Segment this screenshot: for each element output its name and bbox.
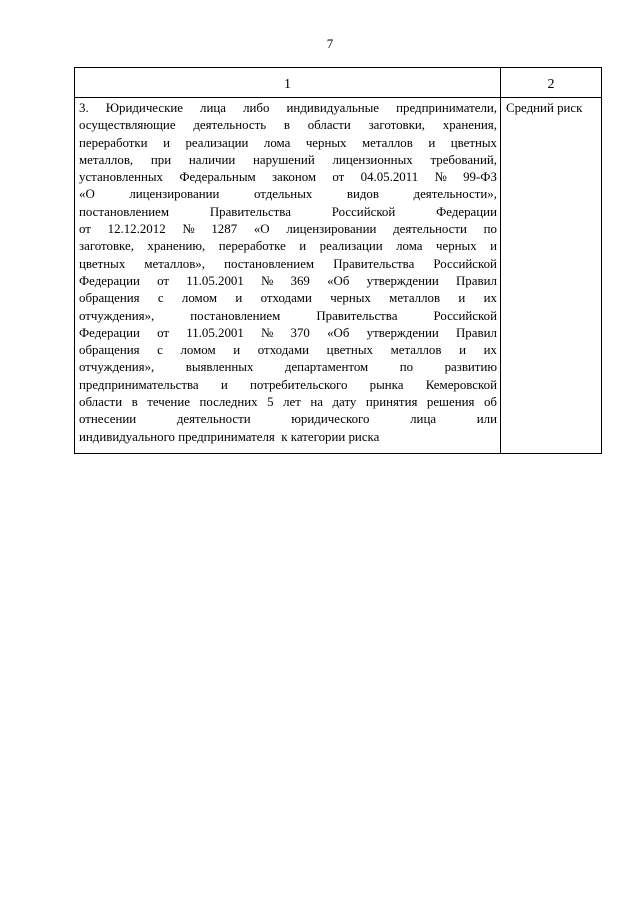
description-word: постановлением <box>79 204 169 219</box>
description-word: предприниматели, <box>396 101 497 115</box>
description-line <box>79 100 497 117</box>
description-word: утверждении <box>366 325 439 340</box>
description-word: лицензировании <box>129 187 220 202</box>
risk-cell <box>501 98 602 454</box>
description-word: деятельность <box>193 118 267 133</box>
description-word: постановлением <box>224 256 315 271</box>
description-word: 1287 <box>211 222 238 237</box>
description-word: либо <box>243 101 270 115</box>
description-word: Федеральным <box>179 170 256 185</box>
description-word: черных <box>435 239 477 254</box>
description-word: Кемеровской <box>425 377 497 392</box>
description-word: черных <box>305 135 347 150</box>
description-word: деятельности», <box>413 187 497 202</box>
description-word: нарушений <box>253 152 315 167</box>
description-word: законом <box>271 170 317 185</box>
description-word: области <box>307 118 351 133</box>
description-line <box>79 169 497 186</box>
description-word: лица <box>200 101 226 115</box>
description-line <box>79 238 497 255</box>
description-word: и <box>428 135 436 150</box>
description-word: в <box>283 118 290 133</box>
description-word: и <box>233 343 241 358</box>
description-word: «О <box>253 222 270 237</box>
description-word: потребительского <box>249 377 348 392</box>
description-word: Федерации <box>436 204 497 219</box>
description-line <box>79 204 497 221</box>
description-word: и <box>299 239 307 254</box>
description-word: Российской <box>433 256 497 271</box>
description-word: лицензионных <box>332 152 413 167</box>
description-word: решения <box>426 395 475 410</box>
description-word: с <box>157 343 163 358</box>
description-word: дату <box>332 395 357 410</box>
description-line <box>79 429 497 446</box>
description-word: требований, <box>430 152 497 167</box>
risk-category-value: Средний риск <box>506 101 583 115</box>
description-word: течение <box>147 395 190 410</box>
description-line <box>79 411 497 428</box>
description-line <box>79 394 497 411</box>
description-line <box>79 325 497 342</box>
description-word: 04.05.2011 <box>360 170 419 185</box>
description-word: и <box>235 291 243 306</box>
description-line <box>79 342 497 359</box>
header-col2-label: 2 <box>547 76 555 92</box>
description-word: лома <box>396 239 423 254</box>
description-word: юридического <box>291 412 370 427</box>
description-word: от <box>157 273 170 288</box>
risk-category-table <box>74 67 602 454</box>
description-line <box>79 117 497 134</box>
description-word: в <box>131 395 138 410</box>
description-line <box>79 221 497 238</box>
description-word: 12.12.2012 <box>107 222 166 237</box>
description-text <box>75 98 500 446</box>
description-word: отходами <box>260 291 312 306</box>
description-word: и <box>490 239 497 254</box>
description-word: при <box>150 152 172 167</box>
description-word: № <box>261 273 274 288</box>
description-word: предпринимательства <box>79 377 199 392</box>
description-word: или <box>476 412 497 427</box>
description-last-line: индивидуального предпринимателя к категории риска <box>79 429 380 444</box>
description-word: выявленных <box>185 360 254 375</box>
description-word: цветных <box>450 135 497 150</box>
description-word: по <box>399 360 414 375</box>
description-cell <box>75 98 501 454</box>
description-word: установленных <box>79 170 163 185</box>
description-word: лома <box>263 135 291 150</box>
description-word: металлов <box>389 291 441 306</box>
description-line <box>79 135 497 152</box>
description-line <box>79 152 497 169</box>
header-cell-col2 <box>501 68 602 98</box>
description-line <box>79 308 497 325</box>
description-word: № <box>434 170 447 185</box>
description-word: видов <box>346 187 379 202</box>
description-word: Правительства <box>333 256 415 271</box>
description-word: № <box>261 325 274 340</box>
description-word: ломом <box>180 343 216 358</box>
description-word: 5 <box>267 395 274 410</box>
description-word: их <box>483 343 497 358</box>
description-word: постановлением <box>190 308 281 323</box>
description-word: их <box>483 291 497 306</box>
description-word: отнесении <box>79 412 137 427</box>
description-word: от <box>157 325 170 340</box>
description-line <box>79 359 497 376</box>
description-word: отчуждения», <box>79 308 155 323</box>
description-word: об <box>483 395 497 410</box>
page-number: 7 <box>326 36 334 51</box>
description-word: и <box>458 291 466 306</box>
description-word: цветных <box>79 256 126 271</box>
description-word: отдельных <box>253 187 313 202</box>
description-word: 370 <box>290 325 310 340</box>
description-word: металлов», <box>144 256 205 271</box>
description-word: осуществляющие <box>79 118 176 133</box>
description-word: переработки <box>79 135 148 150</box>
description-word: департаментом <box>284 360 369 375</box>
description-word: хранению, <box>147 239 206 254</box>
description-word: индивидуальные <box>286 101 380 115</box>
description-word: металлов, <box>79 152 134 167</box>
description-word: металлов <box>361 135 413 150</box>
description-word: № <box>182 222 195 237</box>
table-header-row <box>75 68 602 98</box>
description-word: Российской <box>331 204 396 219</box>
description-word: цветных <box>326 343 373 358</box>
description-word: обращения <box>79 291 140 306</box>
description-word: черных <box>330 291 371 306</box>
description-word: лица <box>410 412 437 427</box>
description-word: и <box>163 135 170 150</box>
description-word: 11.05.2001 <box>186 325 244 340</box>
description-word: области <box>79 395 123 410</box>
description-word: от <box>79 222 91 237</box>
description-word: отходами <box>257 343 310 358</box>
description-line <box>79 377 497 394</box>
header-cell-col1 <box>75 68 501 98</box>
description-word: Юридические <box>105 101 183 115</box>
description-word: переработке <box>218 239 286 254</box>
description-word: 3. <box>79 101 89 115</box>
description-word: отчуждения», <box>79 360 155 375</box>
description-word: лицензировании <box>286 222 377 237</box>
description-word: ломом <box>181 291 218 306</box>
description-word: по <box>483 222 497 237</box>
description-word: заготовки, <box>368 118 426 133</box>
description-word: «О <box>79 187 95 202</box>
description-word: утверждении <box>366 273 439 288</box>
description-word: реализации <box>319 239 383 254</box>
description-line <box>79 290 497 307</box>
header-col1-label: 1 <box>284 76 291 92</box>
table-row <box>75 98 602 454</box>
description-word: с <box>157 291 164 306</box>
description-word: Правил <box>456 273 497 288</box>
description-word: Правительства <box>316 308 398 323</box>
description-word: деятельности <box>393 222 467 237</box>
description-word: заготовке, <box>79 239 134 254</box>
description-word: Правительства <box>209 204 291 219</box>
description-line <box>79 256 497 273</box>
description-line <box>79 273 497 290</box>
description-word: 99-ФЗ <box>463 170 497 185</box>
description-line <box>79 186 497 203</box>
description-word: 11.05.2001 <box>186 273 244 288</box>
description-word: развитию <box>444 360 497 375</box>
description-word: «Об <box>327 273 350 288</box>
description-word: «Об <box>327 325 350 340</box>
description-word: Российской <box>433 308 497 323</box>
description-word: деятельности <box>176 412 251 427</box>
description-word: на <box>310 395 323 410</box>
description-word: Правил <box>456 325 497 340</box>
description-word: хранения, <box>442 118 497 133</box>
description-word: последних <box>199 395 258 410</box>
description-word: наличии <box>188 152 236 167</box>
description-word: металлов <box>390 343 442 358</box>
description-word: обращения <box>79 343 140 358</box>
description-word: и <box>220 377 228 392</box>
description-word: 369 <box>290 273 310 288</box>
description-word: от <box>332 170 345 185</box>
description-word: Федерации <box>79 273 140 288</box>
description-word: Федерации <box>79 325 140 340</box>
description-word: принятия <box>365 395 418 410</box>
description-word: рынка <box>369 377 404 392</box>
description-word: лет <box>283 395 301 410</box>
description-word: реализации <box>185 135 249 150</box>
description-word: и <box>459 343 466 358</box>
